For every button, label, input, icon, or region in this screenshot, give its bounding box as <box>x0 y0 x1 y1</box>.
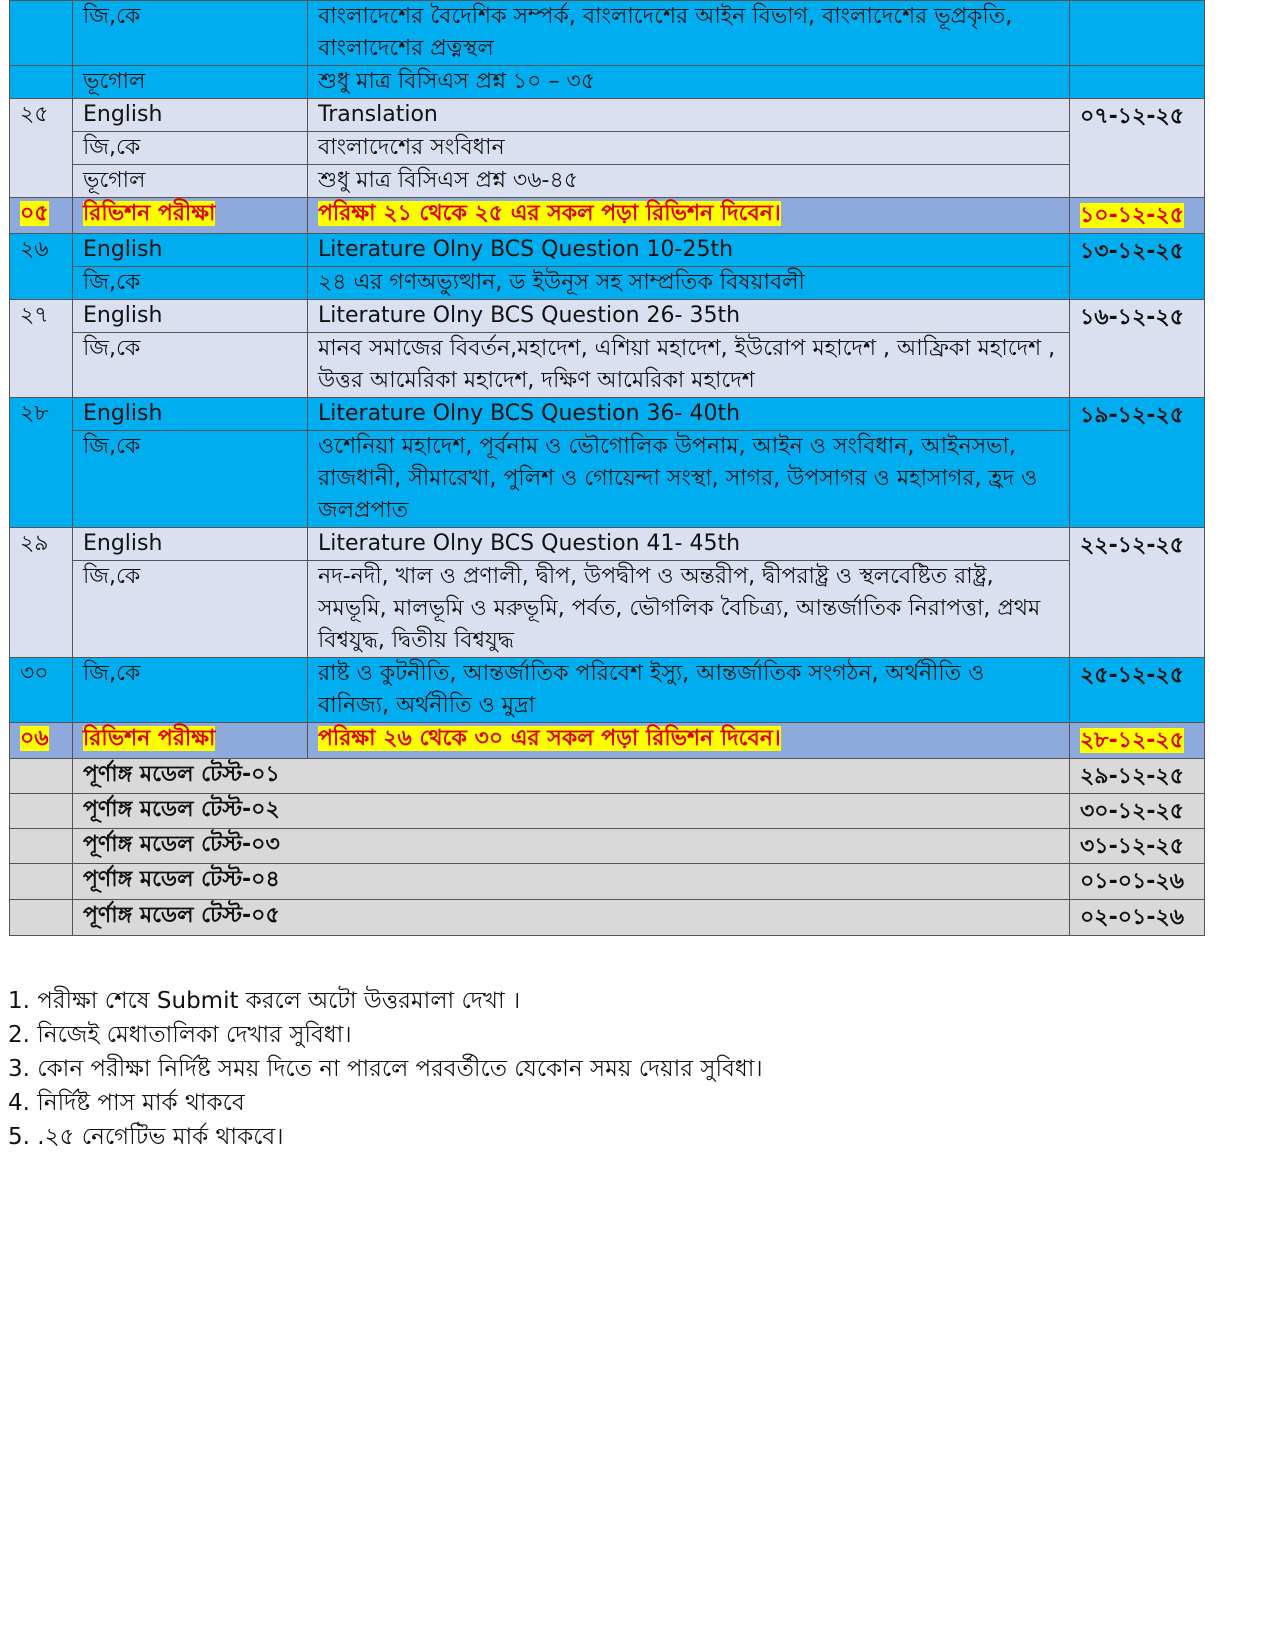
topic-cell: ২৪ এর গণঅভ্যুত্থান, ড ইউনূস সহ সাম্প্রতিক বিষয়াবলী <box>308 267 1070 300</box>
exam-number-cell <box>10 198 73 234</box>
topic-cell: Literature Olny BCS Question 10-25th <box>308 234 1070 267</box>
date-cell <box>1070 198 1205 234</box>
model-test-label: পূর্ণাঙ্গ মডেল টেস্ট-০৩ <box>73 829 1070 864</box>
table-row <box>10 300 1205 333</box>
model-test-row <box>10 900 1205 936</box>
table-row <box>10 165 1205 198</box>
table-row <box>10 333 1205 398</box>
topic-cell: রাষ্ট ও কুটনীতি, আন্তর্জাতিক পরিবেশ ইস্যু, আন্তর্জাতিক সংগঠন, অর্থনীতি ও বানিজ্য, অর্থনীতি ও মুদ্রা <box>308 658 1070 723</box>
date-cell: ৩০-১২-২৫ <box>1070 794 1205 829</box>
subject-cell: জি,কে <box>73 658 308 723</box>
exam-number-cell <box>10 723 73 759</box>
revision-row <box>10 198 1205 234</box>
subject-cell: জি,কে <box>73 1 308 66</box>
table-row <box>10 658 1205 723</box>
date-cell: ১৬-১২-২৫ <box>1070 300 1205 398</box>
revision-label: রিভিশন পরীক্ষা <box>83 726 216 751</box>
table-row <box>10 561 1205 658</box>
revision-number: ০৫ <box>20 201 49 226</box>
subject-cell: ভূগোল <box>73 165 308 198</box>
date-cell: ২২-১২-২৫ <box>1070 528 1205 658</box>
model-test-row <box>10 759 1205 794</box>
revision-date: ২৮-১২-২৫ <box>1080 728 1185 753</box>
date-cell: ০২-০১-২৬ <box>1070 900 1205 936</box>
revision-date: ১০-১২-২৫ <box>1080 203 1185 228</box>
subject-cell: ভূগোল <box>73 66 308 99</box>
topic-cell: Literature Olny BCS Question 26- 35th <box>308 300 1070 333</box>
topic-cell: ওশেনিয়া মহাদেশ, পূর্বনাম ও ভৌগোলিক উপনাম, আইন ও সংবিধান, আইনসভা, রাজধানী, সীমারেখা, পুলিশ ও গোয়েন্দা সংস্থা, সাগর, উপসাগর ও মহাসাগর, হ্রদ ও জলপ্রপাত <box>308 431 1070 528</box>
topic-cell: শুধু মাত্র বিসিএস প্রশ্ন ৩৬-৪৫ <box>308 165 1070 198</box>
model-test-label: পূর্ণাঙ্গ মডেল টেস্ট-০৫ <box>73 900 1070 936</box>
date-cell: ৩১-১২-২৫ <box>1070 829 1205 864</box>
date-cell: ২৯-১২-২৫ <box>1070 759 1205 794</box>
subject-cell <box>73 723 308 759</box>
subject-cell: English <box>73 528 308 561</box>
date-cell: ০৭-১২-২৫ <box>1070 99 1205 198</box>
date-cell: ১৯-১২-২৫ <box>1070 398 1205 528</box>
subject-cell: English <box>73 398 308 431</box>
revision-topic: পরিক্ষা ২১ থেকে ২৫ এর সকল পড়া রিভিশন দিবেন। <box>318 201 781 226</box>
model-test-row <box>10 829 1205 864</box>
exam-number-cell <box>10 829 73 864</box>
revision-topic: পরিক্ষা ২৬ থেকে ৩০ এর সকল পড়া রিভিশন দিবেন। <box>318 726 781 751</box>
topic-cell: বাংলাদেশের সংবিধান <box>308 132 1070 165</box>
model-test-label: পূর্ণাঙ্গ মডেল টেস্ট-০১ <box>73 759 1070 794</box>
table-row <box>10 1 1205 66</box>
features-list <box>8 984 763 1154</box>
subject-cell: জি,কে <box>73 431 308 528</box>
topic-cell: শুধু মাত্র বিসিএস প্রশ্ন ১০ – ৩৫ <box>308 66 1070 99</box>
table-row <box>10 132 1205 165</box>
feature-item: 2. নিজেই মেধাতালিকা দেখার সুবিধা। <box>8 1022 352 1048</box>
table-row <box>10 267 1205 300</box>
topic-cell: বাংলাদেশের বৈদেশিক সম্পর্ক, বাংলাদেশের আইন বিভাগ, বাংলাদেশের ভূপ্রকৃতি, বাংলাদেশের প্রত্নস্থল <box>308 1 1070 66</box>
topic-cell <box>308 723 1070 759</box>
feature-item: 1. পরীক্ষা শেষে Submit করলে অটো উত্তরমালা দেখা । <box>8 988 521 1014</box>
exam-number-cell <box>10 759 73 794</box>
topic-cell: Translation <box>308 99 1070 132</box>
topic-cell: মানব সমাজের বিবর্তন,মহাদেশ, এশিয়া মহাদেশ, ইউরোপ মহাদেশ , আফ্রিকা মহাদেশ , উত্তর আমেরিকা মহাদেশ, দক্ষিণ আমেরিকা মহাদেশ <box>308 333 1070 398</box>
revision-row <box>10 723 1205 759</box>
exam-number-cell: ২৫ <box>10 99 73 198</box>
feature-item: 3. কোন পরীক্ষা নির্দিষ্ট সময় দিতে না পারলে পরবর্তীতে যেকোন সময় দেয়ার সুবিধা। <box>8 1056 763 1082</box>
model-test-row <box>10 864 1205 900</box>
date-cell <box>1070 723 1205 759</box>
exam-number-cell <box>10 864 73 900</box>
exam-number-cell <box>10 66 73 99</box>
subject-cell: English <box>73 234 308 267</box>
subject-cell: জি,কে <box>73 267 308 300</box>
model-test-label: পূর্ণাঙ্গ মডেল টেস্ট-০২ <box>73 794 1070 829</box>
feature-item: 5. .২৫ নেগেটিভ মার্ক থাকবে। <box>8 1124 284 1150</box>
table-row <box>10 431 1205 528</box>
subject-cell: English <box>73 300 308 333</box>
topic-cell: নদ-নদী, খাল ও প্রণালী, দ্বীপ, উপদ্বীপ ও অন্তরীপ, দ্বীপরাষ্ট্র ও স্থলবেষ্টিত রাষ্ট্র, সমভূমি, মালভূমি ও মরুভূমি, পর্বত, ভৌগলিক বৈচিত্র্য, আন্তর্জাতিক নিরাপত্তা, প্রথম বিশ্বযুদ্ধ, দ্বিতীয় বিশ্বযুদ্ধ <box>308 561 1070 658</box>
revision-number: ০৬ <box>20 726 49 751</box>
table-row <box>10 528 1205 561</box>
subject-cell: জি,কে <box>73 333 308 398</box>
table-row <box>10 66 1205 99</box>
topic-cell: Literature Olny BCS Question 41- 45th <box>308 528 1070 561</box>
model-test-row <box>10 794 1205 829</box>
date-cell <box>1070 66 1205 99</box>
table-row <box>10 398 1205 431</box>
exam-number-cell <box>10 794 73 829</box>
exam-schedule-table <box>9 0 1205 936</box>
exam-number-cell: ২৯ <box>10 528 73 658</box>
date-cell: ০১-০১-২৬ <box>1070 864 1205 900</box>
table-row <box>10 234 1205 267</box>
feature-item: 4. নির্দিষ্ট পাস মার্ক থাকবে <box>8 1090 245 1116</box>
exam-number-cell: ২৭ <box>10 300 73 398</box>
subject-cell <box>73 198 308 234</box>
revision-label: রিভিশন পরীক্ষা <box>83 201 216 226</box>
date-cell <box>1070 1 1205 66</box>
date-cell: ১৩-১২-২৫ <box>1070 234 1205 300</box>
topic-cell: Literature Olny BCS Question 36- 40th <box>308 398 1070 431</box>
table-row <box>10 99 1205 132</box>
date-cell: ২৫-১২-২৫ <box>1070 658 1205 723</box>
exam-number-cell: ২৮ <box>10 398 73 528</box>
subject-cell: জি,কে <box>73 561 308 658</box>
exam-number-cell <box>10 900 73 936</box>
exam-number-cell: ৩০ <box>10 658 73 723</box>
topic-cell <box>308 198 1070 234</box>
subject-cell: জি,কে <box>73 132 308 165</box>
subject-cell: English <box>73 99 308 132</box>
exam-number-cell: ২৬ <box>10 234 73 300</box>
exam-number-cell <box>10 1 73 66</box>
model-test-label: পূর্ণাঙ্গ মডেল টেস্ট-০৪ <box>73 864 1070 900</box>
